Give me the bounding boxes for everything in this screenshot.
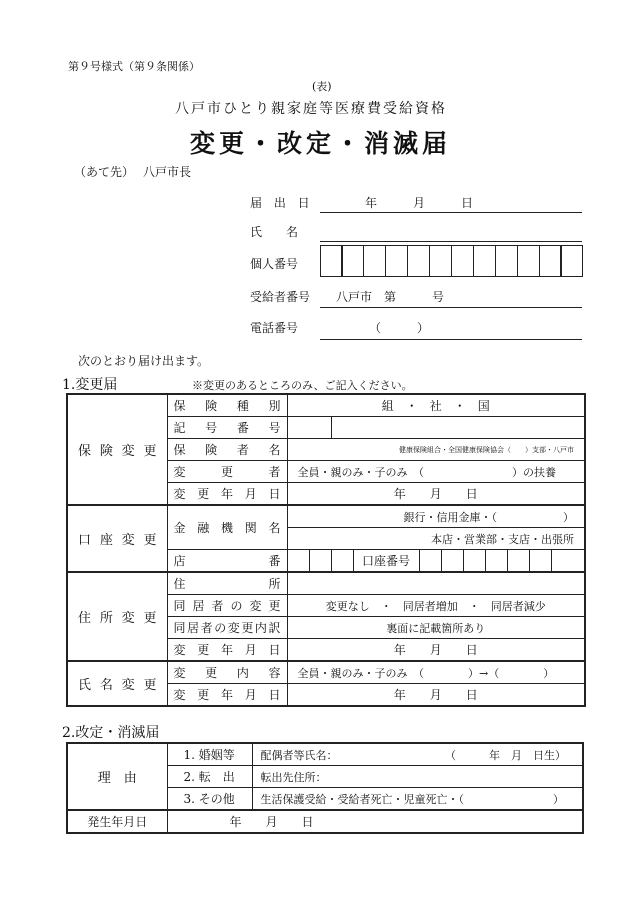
- reason-3-text[interactable]: [252, 788, 583, 811]
- intro-text: 次のとおり届け出ます。: [78, 354, 210, 368]
- section1-heading: 1.変更届: [62, 377, 118, 393]
- insurance-group-label: 保険変更: [67, 394, 167, 505]
- branch-digit[interactable]: [287, 550, 309, 573]
- face-label: (表): [312, 80, 332, 93]
- branch-digit[interactable]: [309, 550, 331, 573]
- insurance-change-date-label: 変更年月日: [167, 483, 287, 506]
- cohabitant-detail-value: 裏面に記載箇所あり: [287, 617, 585, 639]
- other-reasons: 生活保護受給・受給者死亡・児童死亡・（: [260, 792, 464, 806]
- name-change-content-value[interactable]: 全員・親のみ・子のみ （ ）→（ ）: [287, 661, 585, 684]
- name-change-date-value[interactable]: 年 月 日: [287, 684, 585, 707]
- cohabitant-change-label: 同居者の変更: [167, 595, 287, 617]
- reason-1-text[interactable]: [252, 743, 583, 766]
- insurer-name-label: 保険者名: [167, 439, 287, 461]
- name-group-label: 氏名変更: [67, 661, 167, 706]
- account-digit[interactable]: [529, 550, 551, 573]
- address-label: 住所: [167, 572, 287, 595]
- form-subtitle: 八戸市ひとり親家庭等医療費受給資格: [175, 101, 447, 117]
- changer-label: 変更者: [167, 461, 287, 483]
- address-group-label: 住所変更: [67, 572, 167, 661]
- number-field[interactable]: [331, 417, 585, 439]
- recipient-no-label: 受給者番号: [250, 290, 311, 304]
- name-change-date-label: 変更年月日: [167, 684, 287, 707]
- phone-value[interactable]: （ ）: [369, 321, 430, 335]
- phone-label: 電話番号: [250, 321, 299, 335]
- reason-2-num[interactable]: 2. 転 出: [167, 766, 252, 788]
- changer-value[interactable]: 全員・親のみ・子のみ （ ）の扶養: [287, 461, 585, 483]
- insurer-name-value[interactable]: 健康保険組合・全国健康保険協会（ ）支部・八戸市: [287, 439, 585, 461]
- date-label: 届 出 日: [250, 196, 314, 210]
- account-number-label: 口座番号: [353, 550, 419, 573]
- section2-heading: 2.改定・消滅届: [62, 725, 160, 741]
- revision-table: [66, 742, 584, 834]
- mynumber-boxes[interactable]: [320, 245, 582, 275]
- recipient-no-value[interactable]: 八戸市 第 号: [336, 290, 445, 304]
- insurance-type-value[interactable]: 組 ・ 社 ・ 国: [287, 394, 585, 417]
- address-change-date-value[interactable]: 年 月 日: [287, 639, 585, 662]
- insurance-type-label: 保険種別: [167, 394, 287, 417]
- section1-note: ※変更のあるところのみ、ご記入ください。: [192, 379, 413, 392]
- account-digit[interactable]: [441, 550, 463, 573]
- moveout-address-label: 転出先住所：: [260, 770, 327, 784]
- name-label: 氏 名: [250, 225, 299, 239]
- cohabitant-detail-label: 同居者の変更内訳: [167, 617, 287, 639]
- other-reason-close: ）: [553, 793, 564, 806]
- symbol-number-label: 記号番号: [167, 417, 287, 439]
- institution-label: 金融機関名: [167, 505, 287, 550]
- name-change-content-label: 変更内容: [167, 661, 287, 684]
- form-number: 第９号様式（第９条関係）: [68, 60, 200, 73]
- account-digit[interactable]: [463, 550, 485, 573]
- spouse-name-label: 配偶者等氏名：: [260, 748, 338, 762]
- bank-group-label: 口座変更: [67, 505, 167, 572]
- reason-2-text[interactable]: [252, 766, 583, 788]
- account-digit[interactable]: [507, 550, 529, 573]
- reason-1-num[interactable]: 1. 婚姻等: [167, 743, 252, 766]
- occurrence-date-label: 発生年月日: [67, 810, 167, 833]
- date-value[interactable]: 年 月 日: [365, 196, 474, 210]
- reason-3-num[interactable]: 3. その他: [167, 788, 252, 811]
- occurrence-date-value[interactable]: 年 月 日: [167, 810, 583, 833]
- insurance-change-date-value[interactable]: 年 月 日: [287, 483, 585, 506]
- symbol-field[interactable]: [287, 417, 331, 439]
- cohabitant-change-value[interactable]: 変更なし ・ 同居者増加 ・ 同居者減少: [287, 595, 585, 617]
- institution-line1[interactable]: 銀行・信用金庫・（ ）: [287, 505, 585, 528]
- addressee: 八戸市長: [143, 165, 192, 179]
- mynumber-label: 個人番号: [250, 257, 299, 271]
- branch-label: 店番: [167, 550, 287, 573]
- account-digit[interactable]: [485, 550, 507, 573]
- change-table: [66, 393, 586, 707]
- account-digit[interactable]: [419, 550, 441, 573]
- address-value[interactable]: [287, 572, 585, 595]
- address-change-date-label: 変更年月日: [167, 639, 287, 662]
- account-digit[interactable]: [551, 550, 585, 573]
- branch-digit[interactable]: [331, 550, 353, 573]
- addressee-label: （あて先）: [74, 165, 135, 179]
- institution-line2[interactable]: 本店・営業部・支店・出張所: [287, 528, 585, 550]
- spouse-birthdate[interactable]: （ 年 月 日生）: [445, 749, 566, 762]
- reason-label: 理 由: [67, 743, 167, 810]
- form-title: 変更・改定・消滅届: [190, 129, 452, 158]
